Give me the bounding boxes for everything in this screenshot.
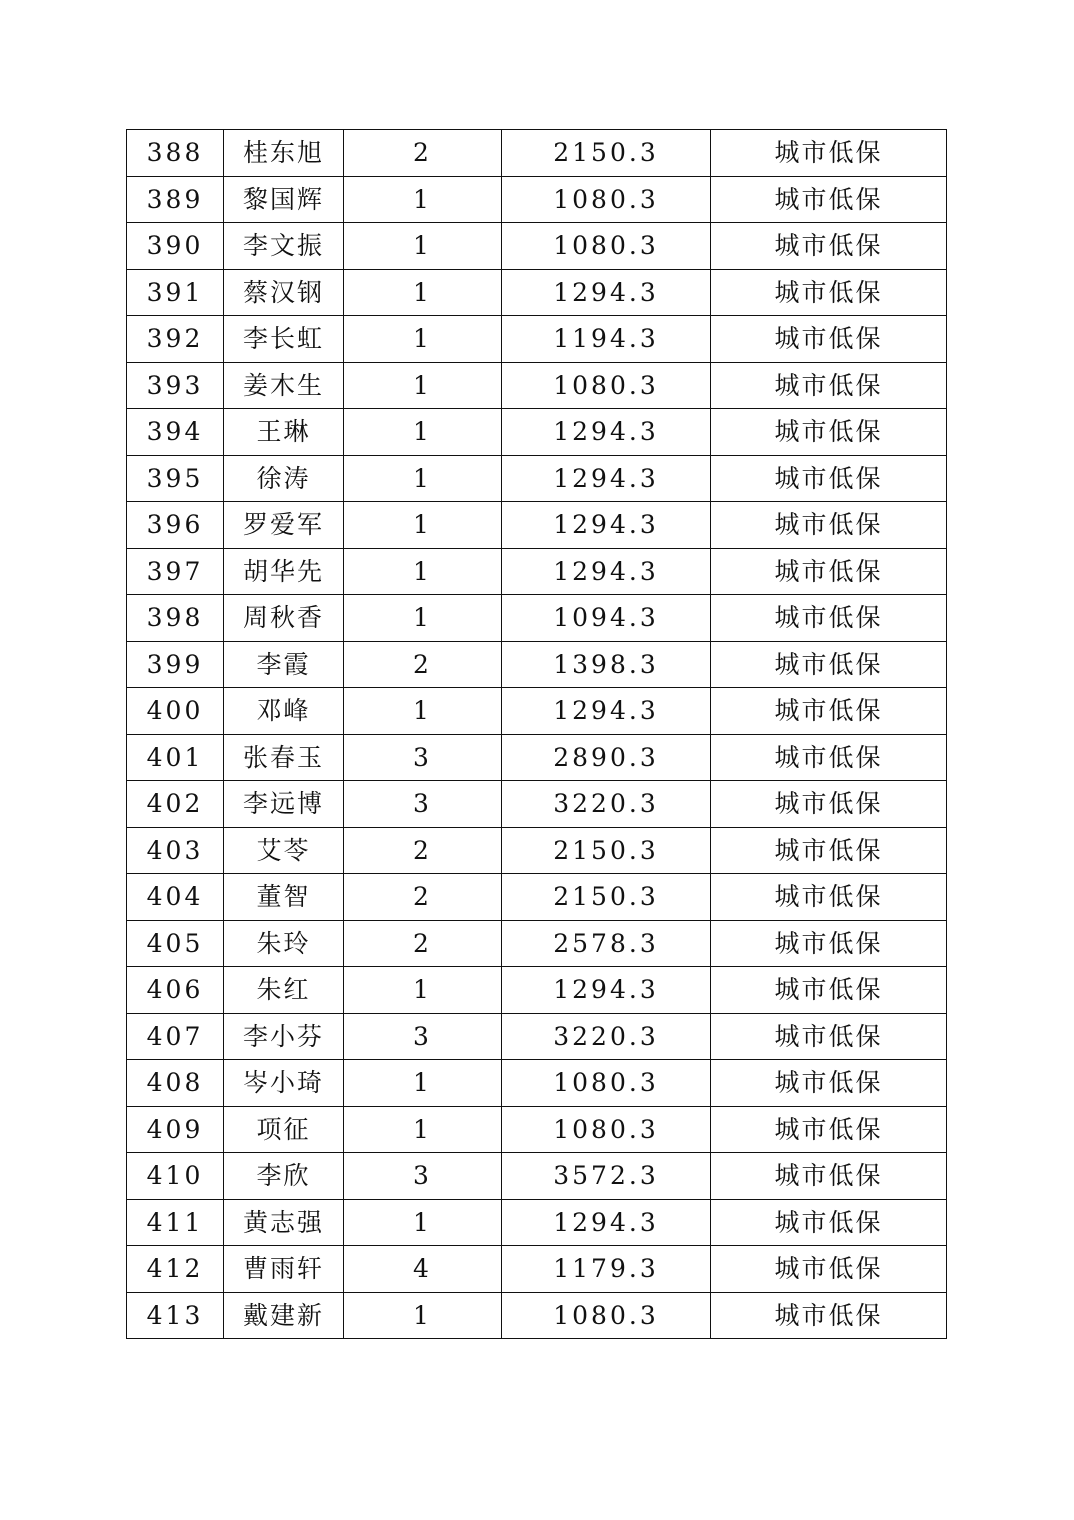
cell-assistance-type: 城市低保 xyxy=(711,1199,947,1246)
cell-household-size: 1 xyxy=(344,223,502,270)
cell-serial-number: 390 xyxy=(127,223,224,270)
cell-serial-number: 410 xyxy=(127,1153,224,1200)
cell-assistance-type: 城市低保 xyxy=(711,1106,947,1153)
cell-name: 曹雨轩 xyxy=(224,1246,344,1293)
cell-amount: 3572.3 xyxy=(502,1153,711,1200)
cell-serial-number: 412 xyxy=(127,1246,224,1293)
cell-household-size: 3 xyxy=(344,1013,502,1060)
cell-serial-number: 388 xyxy=(127,130,224,177)
cell-assistance-type: 城市低保 xyxy=(711,734,947,781)
table-row xyxy=(127,1060,947,1107)
cell-household-size: 3 xyxy=(344,1153,502,1200)
cell-assistance-type: 城市低保 xyxy=(711,827,947,874)
cell-assistance-type: 城市低保 xyxy=(711,641,947,688)
cell-name: 岑小琦 xyxy=(224,1060,344,1107)
cell-household-size: 1 xyxy=(344,176,502,223)
cell-serial-number: 413 xyxy=(127,1292,224,1339)
cell-serial-number: 391 xyxy=(127,269,224,316)
cell-name: 胡华先 xyxy=(224,548,344,595)
table-row xyxy=(127,920,947,967)
cell-amount: 1179.3 xyxy=(502,1246,711,1293)
cell-name: 戴建新 xyxy=(224,1292,344,1339)
cell-serial-number: 398 xyxy=(127,595,224,642)
cell-assistance-type: 城市低保 xyxy=(711,409,947,456)
cell-serial-number: 400 xyxy=(127,688,224,735)
cell-serial-number: 404 xyxy=(127,874,224,921)
cell-assistance-type: 城市低保 xyxy=(711,455,947,502)
cell-household-size: 1 xyxy=(344,1199,502,1246)
cell-amount: 1294.3 xyxy=(502,1199,711,1246)
cell-serial-number: 396 xyxy=(127,502,224,549)
table-row xyxy=(127,1106,947,1153)
cell-amount: 1294.3 xyxy=(502,455,711,502)
cell-assistance-type: 城市低保 xyxy=(711,502,947,549)
table-row xyxy=(127,176,947,223)
cell-amount: 2150.3 xyxy=(502,130,711,177)
table-row xyxy=(127,362,947,409)
cell-name: 桂东旭 xyxy=(224,130,344,177)
cell-assistance-type: 城市低保 xyxy=(711,595,947,642)
cell-assistance-type: 城市低保 xyxy=(711,269,947,316)
cell-household-size: 2 xyxy=(344,874,502,921)
cell-assistance-type: 城市低保 xyxy=(711,967,947,1014)
cell-amount: 1080.3 xyxy=(502,1060,711,1107)
cell-assistance-type: 城市低保 xyxy=(711,1153,947,1200)
cell-household-size: 3 xyxy=(344,734,502,781)
cell-assistance-type: 城市低保 xyxy=(711,223,947,270)
cell-name: 邓峰 xyxy=(224,688,344,735)
table-row xyxy=(127,548,947,595)
cell-name: 李霞 xyxy=(224,641,344,688)
cell-name: 徐涛 xyxy=(224,455,344,502)
table-row xyxy=(127,1199,947,1246)
cell-amount: 1294.3 xyxy=(502,548,711,595)
cell-name: 董智 xyxy=(224,874,344,921)
cell-serial-number: 394 xyxy=(127,409,224,456)
cell-household-size: 3 xyxy=(344,781,502,828)
cell-household-size: 1 xyxy=(344,409,502,456)
cell-assistance-type: 城市低保 xyxy=(711,1060,947,1107)
cell-household-size: 1 xyxy=(344,269,502,316)
cell-amount: 1294.3 xyxy=(502,502,711,549)
cell-amount: 2890.3 xyxy=(502,734,711,781)
table-row xyxy=(127,781,947,828)
cell-serial-number: 409 xyxy=(127,1106,224,1153)
cell-amount: 1294.3 xyxy=(502,269,711,316)
cell-name: 王琳 xyxy=(224,409,344,456)
cell-amount: 1080.3 xyxy=(502,1292,711,1339)
cell-serial-number: 393 xyxy=(127,362,224,409)
cell-name: 李小芬 xyxy=(224,1013,344,1060)
cell-serial-number: 405 xyxy=(127,920,224,967)
cell-serial-number: 399 xyxy=(127,641,224,688)
cell-assistance-type: 城市低保 xyxy=(711,1292,947,1339)
cell-household-size: 1 xyxy=(344,502,502,549)
table-row xyxy=(127,455,947,502)
cell-household-size: 1 xyxy=(344,548,502,595)
roster-table-body xyxy=(127,130,947,1339)
cell-amount: 1080.3 xyxy=(502,362,711,409)
cell-assistance-type: 城市低保 xyxy=(711,362,947,409)
table-row xyxy=(127,223,947,270)
roster-table xyxy=(126,129,947,1339)
table-row xyxy=(127,502,947,549)
cell-name: 张春玉 xyxy=(224,734,344,781)
cell-serial-number: 389 xyxy=(127,176,224,223)
cell-household-size: 2 xyxy=(344,641,502,688)
cell-amount: 1194.3 xyxy=(502,316,711,363)
cell-assistance-type: 城市低保 xyxy=(711,548,947,595)
cell-household-size: 1 xyxy=(344,1060,502,1107)
table-row xyxy=(127,641,947,688)
cell-serial-number: 411 xyxy=(127,1199,224,1246)
cell-household-size: 1 xyxy=(344,967,502,1014)
cell-serial-number: 408 xyxy=(127,1060,224,1107)
cell-household-size: 1 xyxy=(344,362,502,409)
table-row xyxy=(127,409,947,456)
cell-serial-number: 395 xyxy=(127,455,224,502)
cell-name: 周秋香 xyxy=(224,595,344,642)
cell-assistance-type: 城市低保 xyxy=(711,1246,947,1293)
cell-assistance-type: 城市低保 xyxy=(711,688,947,735)
cell-name: 朱玲 xyxy=(224,920,344,967)
cell-name: 朱红 xyxy=(224,967,344,1014)
table-row xyxy=(127,316,947,363)
cell-assistance-type: 城市低保 xyxy=(711,1013,947,1060)
table-row xyxy=(127,1292,947,1339)
cell-amount: 1080.3 xyxy=(502,223,711,270)
cell-serial-number: 397 xyxy=(127,548,224,595)
cell-name: 黄志强 xyxy=(224,1199,344,1246)
cell-assistance-type: 城市低保 xyxy=(711,130,947,177)
cell-amount: 1094.3 xyxy=(502,595,711,642)
cell-household-size: 1 xyxy=(344,595,502,642)
table-row xyxy=(127,874,947,921)
cell-amount: 1294.3 xyxy=(502,688,711,735)
cell-amount: 1294.3 xyxy=(502,409,711,456)
cell-household-size: 1 xyxy=(344,455,502,502)
table-row xyxy=(127,827,947,874)
cell-amount: 1080.3 xyxy=(502,1106,711,1153)
cell-assistance-type: 城市低保 xyxy=(711,874,947,921)
cell-amount: 2150.3 xyxy=(502,874,711,921)
cell-name: 李长虹 xyxy=(224,316,344,363)
cell-name: 李文振 xyxy=(224,223,344,270)
cell-name: 黎国辉 xyxy=(224,176,344,223)
cell-assistance-type: 城市低保 xyxy=(711,176,947,223)
cell-name: 罗爱军 xyxy=(224,502,344,549)
table-row xyxy=(127,269,947,316)
cell-name: 项征 xyxy=(224,1106,344,1153)
cell-household-size: 2 xyxy=(344,130,502,177)
table-row xyxy=(127,595,947,642)
cell-assistance-type: 城市低保 xyxy=(711,316,947,363)
cell-serial-number: 401 xyxy=(127,734,224,781)
cell-serial-number: 406 xyxy=(127,967,224,1014)
cell-amount: 3220.3 xyxy=(502,781,711,828)
table-row xyxy=(127,1246,947,1293)
cell-assistance-type: 城市低保 xyxy=(711,920,947,967)
cell-household-size: 4 xyxy=(344,1246,502,1293)
table-row xyxy=(127,688,947,735)
cell-serial-number: 402 xyxy=(127,781,224,828)
cell-amount: 2150.3 xyxy=(502,827,711,874)
cell-amount: 3220.3 xyxy=(502,1013,711,1060)
table-row xyxy=(127,734,947,781)
cell-name: 艾苓 xyxy=(224,827,344,874)
cell-name: 姜木生 xyxy=(224,362,344,409)
cell-household-size: 2 xyxy=(344,827,502,874)
cell-serial-number: 392 xyxy=(127,316,224,363)
cell-household-size: 1 xyxy=(344,1292,502,1339)
cell-amount: 2578.3 xyxy=(502,920,711,967)
table-row xyxy=(127,1153,947,1200)
cell-name: 蔡汉钢 xyxy=(224,269,344,316)
cell-household-size: 1 xyxy=(344,316,502,363)
cell-household-size: 1 xyxy=(344,1106,502,1153)
table-row xyxy=(127,130,947,177)
cell-name: 李远博 xyxy=(224,781,344,828)
cell-serial-number: 403 xyxy=(127,827,224,874)
cell-amount: 1294.3 xyxy=(502,967,711,1014)
cell-household-size: 1 xyxy=(344,688,502,735)
table-row xyxy=(127,1013,947,1060)
cell-amount: 1080.3 xyxy=(502,176,711,223)
cell-household-size: 2 xyxy=(344,920,502,967)
cell-assistance-type: 城市低保 xyxy=(711,781,947,828)
cell-name: 李欣 xyxy=(224,1153,344,1200)
cell-amount: 1398.3 xyxy=(502,641,711,688)
cell-serial-number: 407 xyxy=(127,1013,224,1060)
table-row xyxy=(127,967,947,1014)
